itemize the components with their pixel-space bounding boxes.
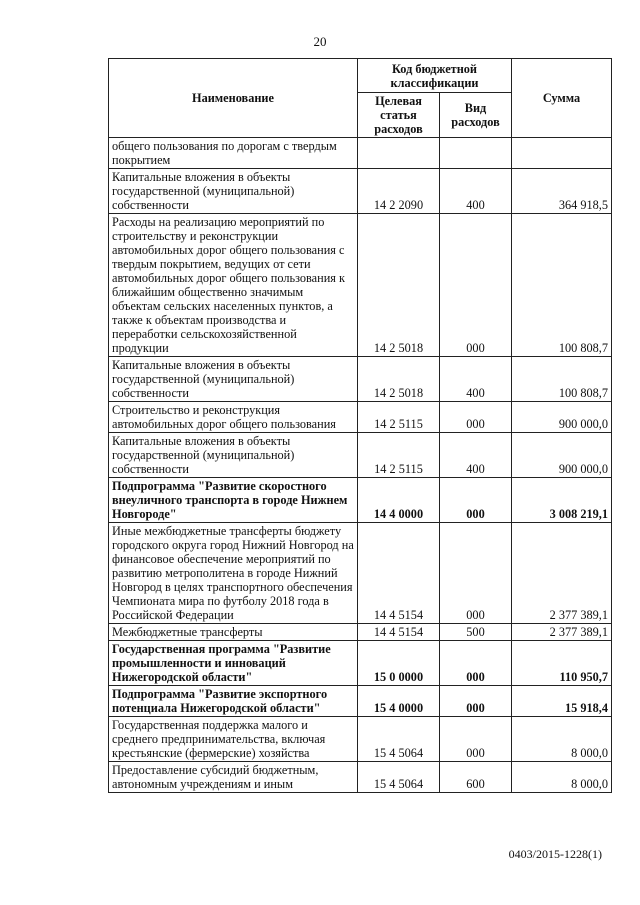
row-target-code: 14 2 5018: [358, 357, 440, 402]
row-sum: [512, 138, 612, 169]
header-code-group: Код бюджетной классификации: [358, 59, 512, 93]
row-target-code: [358, 138, 440, 169]
table-row: [109, 762, 612, 793]
row-expense-kind: 000: [440, 478, 512, 523]
row-sum: 8 000,0: [512, 762, 612, 793]
row-name: Предоставление субсидий бюджетным, автономным учреждениям и иным: [109, 762, 358, 793]
row-sum: 364 918,5: [512, 169, 612, 214]
table-row: [109, 214, 612, 357]
row-expense-kind: 400: [440, 433, 512, 478]
table-row: [109, 478, 612, 523]
row-expense-kind: 000: [440, 686, 512, 717]
row-name: Строительство и реконструкция автомобильных дорог общего пользования: [109, 402, 358, 433]
row-name: Капитальные вложения в объекты государственной (муниципальной) собственности: [109, 169, 358, 214]
table-row: [109, 523, 612, 624]
row-target-code: 14 2 2090: [358, 169, 440, 214]
row-name: Государственная программа "Развитие промышленности и инноваций Нижегородской области": [109, 641, 358, 686]
header-target-article: Целевая статья расходов: [358, 93, 440, 138]
row-name: общего пользования по дорогам с твердым покрытием: [109, 138, 358, 169]
row-name: Подпрограмма "Развитие скоростного внеуличного транспорта в городе Нижнем Новгороде": [109, 478, 358, 523]
row-expense-kind: 000: [440, 641, 512, 686]
row-target-code: 14 2 5115: [358, 433, 440, 478]
budget-table: [108, 58, 612, 793]
row-name: Подпрограмма "Развитие экспортного потенциала Нижегородской области": [109, 686, 358, 717]
row-target-code: 14 4 0000: [358, 478, 440, 523]
row-target-code: 14 2 5115: [358, 402, 440, 433]
row-target-code: 15 0 0000: [358, 641, 440, 686]
row-target-code: 15 4 0000: [358, 686, 440, 717]
row-expense-kind: 000: [440, 523, 512, 624]
row-name: Межбюджетные трансферты: [109, 624, 358, 641]
row-sum: 2 377 389,1: [512, 523, 612, 624]
row-sum: 900 000,0: [512, 433, 612, 478]
row-expense-kind: 000: [440, 717, 512, 762]
row-expense-kind: 000: [440, 214, 512, 357]
row-expense-kind: 000: [440, 402, 512, 433]
row-target-code: 14 2 5018: [358, 214, 440, 357]
table-row: [109, 717, 612, 762]
table-row: [109, 686, 612, 717]
header-sum: Сумма: [512, 59, 612, 138]
row-target-code: 15 4 5064: [358, 717, 440, 762]
row-expense-kind: [440, 138, 512, 169]
row-name: Капитальные вложения в объекты государственной (муниципальной) собственности: [109, 433, 358, 478]
table-row: [109, 641, 612, 686]
row-sum: 110 950,7: [512, 641, 612, 686]
row-sum: 15 918,4: [512, 686, 612, 717]
row-expense-kind: 400: [440, 169, 512, 214]
row-sum: 3 008 219,1: [512, 478, 612, 523]
row-target-code: 15 4 5064: [358, 762, 440, 793]
row-sum: 8 000,0: [512, 717, 612, 762]
table-row: [109, 624, 612, 641]
row-expense-kind: 400: [440, 357, 512, 402]
row-sum: 100 808,7: [512, 214, 612, 357]
row-name: Государственная поддержка малого и среднего предпринимательства, включая крестьянские (фермерские) хозяйства: [109, 717, 358, 762]
table-row: [109, 402, 612, 433]
table-row: [109, 138, 612, 169]
table-row: [109, 169, 612, 214]
row-expense-kind: 600: [440, 762, 512, 793]
table-body: [109, 138, 612, 793]
row-name: Капитальные вложения в объекты государственной (муниципальной) собственности: [109, 357, 358, 402]
row-expense-kind: 500: [440, 624, 512, 641]
row-sum: 100 808,7: [512, 357, 612, 402]
row-name: Иные межбюджетные трансферты бюджету городского округа город Нижний Новгород на финансовое обеспечение мероприятий по развитию метрополитена в городе Нижний Новгород в целях транспортного обеспечения Чемпионата мира по футболу 2018 года в Российской Федерации: [109, 523, 358, 624]
header-expense-kind: Вид расходов: [440, 93, 512, 138]
row-name: Расходы на реализацию мероприятий по строительству и реконструкции автомобильных дорог общего пользования с твердым покрытием, ведущих от сети автомобильных дорог общего пользования к ближайшим общественно значимым объектам сельских населенных пунктов, а также к объектам производства и переработки сельскохозяйственной продукции: [109, 214, 358, 357]
table-row: [109, 357, 612, 402]
page-number: 20: [313, 34, 327, 49]
row-sum: 2 377 389,1: [512, 624, 612, 641]
table-row: [109, 433, 612, 478]
header-name: Наименование: [109, 59, 358, 138]
row-target-code: 14 4 5154: [358, 523, 440, 624]
row-target-code: 14 4 5154: [358, 624, 440, 641]
table-header: [109, 59, 612, 138]
document-code: 0403/2015-1228(1): [508, 847, 602, 861]
row-sum: 900 000,0: [512, 402, 612, 433]
